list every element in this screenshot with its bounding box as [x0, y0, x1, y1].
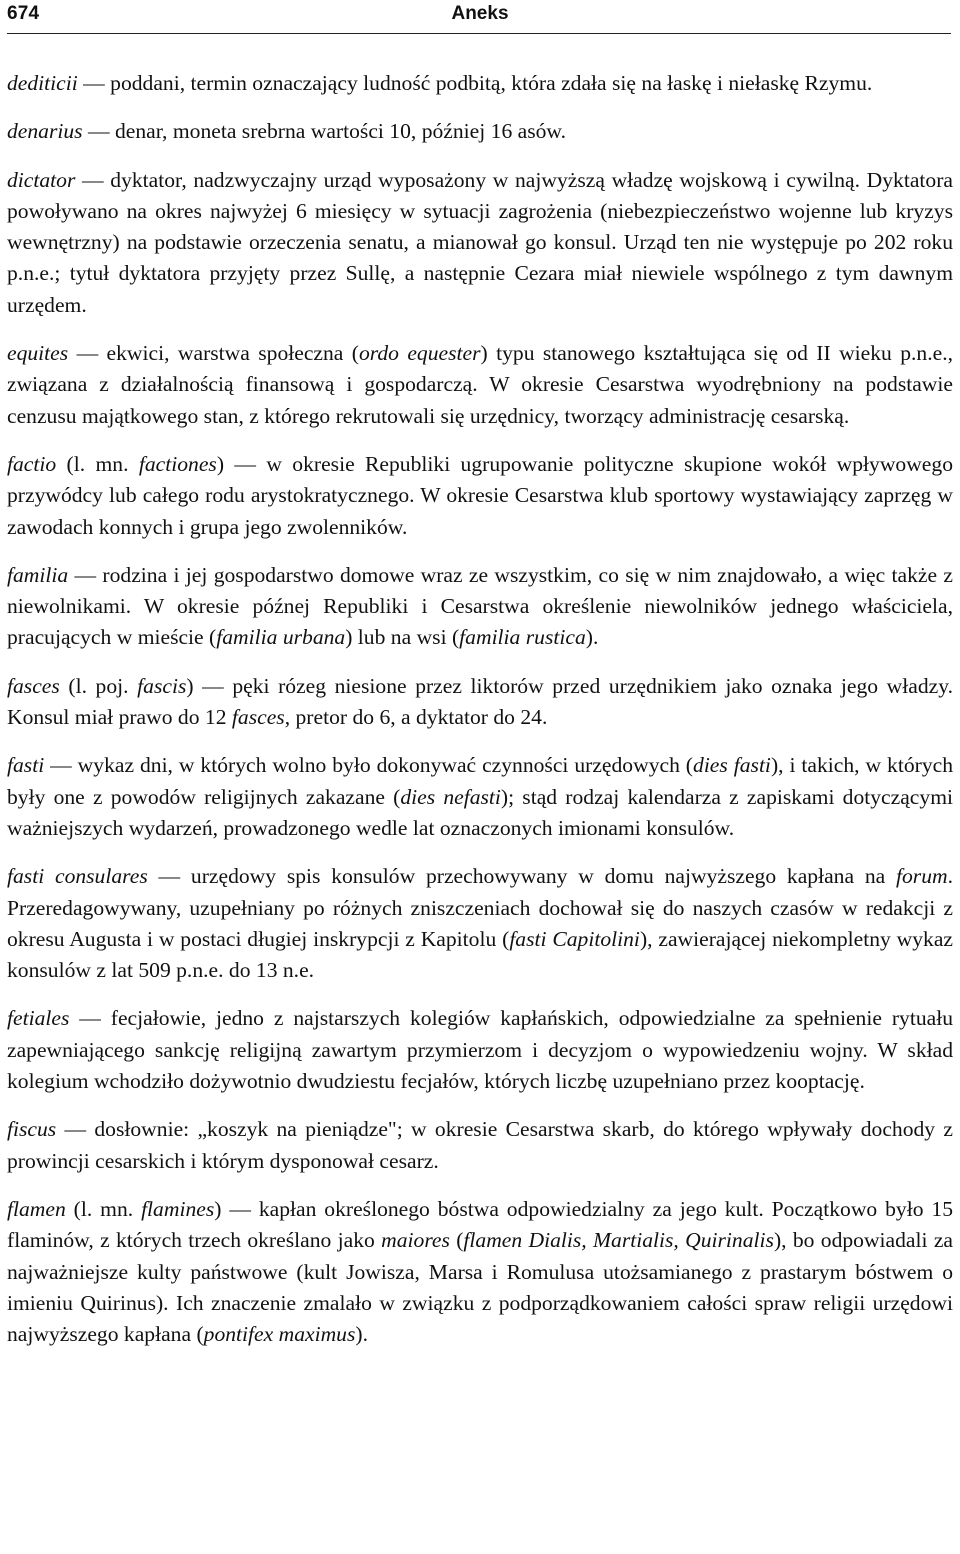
entry-term: factio	[7, 451, 57, 476]
entry-term: fetiales	[7, 1006, 70, 1031]
entry-term: dictator	[7, 167, 76, 192]
glossary-entry	[7, 116, 953, 147]
entry-text: — dyktator, nadzwyczajny urząd wyposażony w najwyższą władzę wojskową i cywilną. Dyktatora powoływano na okres najwyżej 6 miesięcy w sytuacji zagrożenia (niebezpieczeństwo wojenne lub kryzys wewnętrzny) na podstawie orzeczenia senatu, a mianował go konsul. Urząd ten nie występuje po 202 roku p.n.e.; tytuł dyktatora przyjęty przez Sullę, a następnie Cezara miał niewiele wspólnego z tym dawnym urzędem.	[7, 167, 953, 317]
entry-text: — poddani, termin oznaczający ludność podbitą, która zdała się na łaskę i niełaskę Rzymu.	[77, 71, 873, 95]
entry-term: flamen	[7, 1196, 66, 1221]
entry-text: (l. poj.	[59, 673, 138, 698]
latin-term: dies fasti	[693, 753, 771, 778]
entry-text: ); stąd rodzaj kalendarza z zapiskami dotyczącymi ważniejszych wydarzeń, prowadzonego wedle lat oznaczonych imionami konsulów.	[7, 784, 953, 840]
entry-term: fasti consulares	[7, 864, 148, 889]
entry-text: ) — w okresie Republiki ugrupowanie polityczne skupione wokół wpływowego przywódcy lub całego rodu arystokratycznego. W okresie Cesarstwa klub sportowy wystawiający zaprzęg w zawodach konnych i grupa jego zwolenników.	[7, 451, 953, 539]
entry-text: — denar, moneta srebrna wartości 10, później 16 asów.	[82, 119, 567, 144]
entry-term: equites	[7, 341, 69, 366]
entry-text: ) — pęki rózeg niesione przez liktorów przed urzędnikiem jako oznaka jego władzy. Konsul miał prawo do 12	[7, 673, 953, 730]
latin-term: pontifex maximus	[203, 1322, 356, 1347]
latin-term: familia urbana	[216, 625, 346, 650]
entry-text: (	[449, 1228, 464, 1253]
entry-text: ), i takich, w których były one z powodów religijnych zakazane (	[7, 753, 953, 809]
page-header	[0, 0, 960, 40]
entry-text: — fecjałowie, jedno z najstarszych kolegiów kapłańskich, odpowiedzialne za spełnienie rytuału zapewniającego sankcję religijną zawartym przymierzom i decyzjom o wypowiedzeniu wojny. W skład kolegium wchodziło dożywotnio dwudziestu fecjałów, których liczbę uzupełniano przez kooptację.	[7, 1006, 953, 1094]
entry-text: ).	[585, 625, 599, 650]
header-rule	[7, 33, 951, 34]
glossary-entry	[7, 165, 953, 321]
entry-term: fiscus	[7, 1117, 57, 1142]
glossary-entry	[7, 449, 953, 543]
entry-text: ), bo odpowiadali za najważniejsze kulty państwowe (kult Jowisza, Marsa i Romulusa utożsamianego z prastarym bóstwem o imieniu Quirinus). Ich znaczenie zmalało w związku z podporządkowaniem całości spraw religii urzędowi najwyższego kapłana (	[7, 1228, 954, 1347]
latin-term: flamen Dialis, Martialis, Quirinalis	[463, 1228, 774, 1253]
latin-term: familia rustica	[459, 625, 586, 650]
entry-term: dediticii	[7, 71, 78, 95]
glossary-entry	[7, 861, 953, 986]
entry-text: ) typu stanowego kształtująca się od II wieku p.n.e., związana z działalnością finansową i gospodarczą. W okresie Cesarstwa wyodrębniony na podstawie cenzusu majątkowego stan, z którego rekrutowali się urzędnicy, tworzący administrację cesarską.	[7, 341, 954, 428]
entry-text: ), zawierającej niekompletny wykaz konsulów z lat 509 p.n.e. do 13 n.e.	[7, 926, 954, 983]
entry-term: fasti	[7, 753, 45, 778]
entry-text: (l. mn.	[56, 451, 139, 476]
glossary-entry	[7, 671, 953, 734]
entry-text: — urzędowy spis konsulów przechowywany w domu najwyższego kapłana na	[147, 864, 896, 889]
glossary-entry	[7, 68, 953, 99]
glossary-entry	[7, 1194, 953, 1350]
glossary-entry	[7, 1114, 953, 1177]
entry-term: fasces	[7, 673, 60, 698]
latin-term: dies nefasti	[400, 784, 501, 809]
entry-text: ).	[355, 1322, 368, 1347]
latin-term: fasti Capitolini	[509, 926, 640, 951]
entry-text: , pretor do 6, a dyktator do 24.	[284, 705, 548, 730]
glossary-entry	[7, 1003, 953, 1097]
glossary-entry	[7, 750, 953, 844]
latin-term: forum	[896, 864, 948, 889]
page-number: 674	[7, 3, 40, 24]
entry-text: ) — kapłan określonego bóstwa odpowiedzialny za jego kult. Początkowo było 15 flaminów, z których trzech określano jako	[7, 1196, 953, 1253]
latin-term: ordo equester	[358, 341, 481, 366]
entry-term: denarius	[7, 119, 83, 144]
latin-term: maiores	[381, 1228, 450, 1253]
latin-term: fasces	[231, 705, 285, 730]
latin-term: fascis	[137, 673, 187, 698]
entry-text: — ekwici, warstwa społeczna (	[68, 341, 359, 366]
entry-text: — rodzina i jej gospodarstwo domowe wraz ze wszystkim, co się w nim znajdowało, a więc także z niewolnikami. W okresie późnej Republiki i Cesarstwa określenie niewolników jednego właściciela, pracujących w mieście (	[7, 562, 953, 650]
latin-term: factiones	[138, 451, 217, 476]
latin-term: flamines	[141, 1196, 215, 1221]
glossary-entry	[7, 560, 953, 654]
entry-text: — dosłownie: „koszyk na pieniądze"; w okresie Cesarstwa skarb, do którego wpływały dochody z prowincji cesarskich i którym dysponował cesarz.	[7, 1117, 953, 1173]
entry-term: familia	[7, 562, 69, 587]
glossary-entry	[7, 338, 953, 432]
running-head: Aneks	[451, 3, 509, 24]
entry-text: — wykaz dni, w których wolno było dokonywać czynności urzędowych (	[44, 753, 694, 778]
entry-text: (l. mn.	[65, 1196, 142, 1221]
entry-text: . Przeredagowywany, uzupełniany po różnych zniszczeniach dochował się do naszych czasów w redakcji z okresu Augusta i w postaci długiej inskrypcji z Kapitolu (	[7, 864, 953, 951]
glossary	[7, 68, 953, 1367]
entry-text: ) lub na wsi (	[345, 625, 460, 650]
